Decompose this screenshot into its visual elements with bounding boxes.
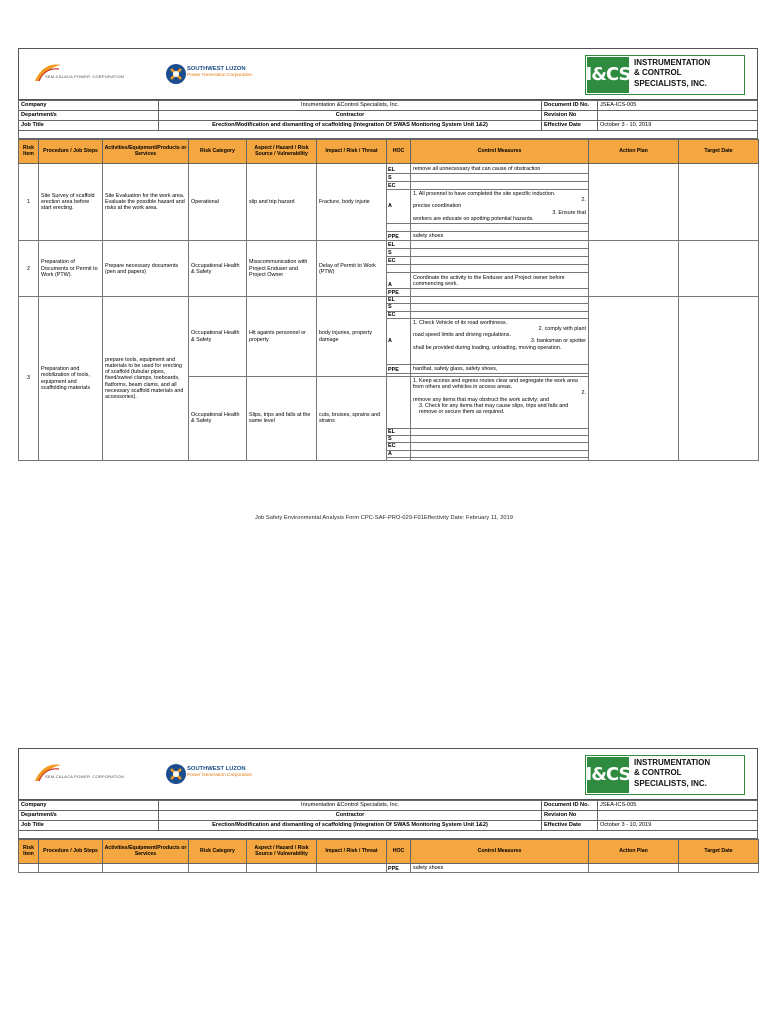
info-row-department bbox=[19, 811, 758, 821]
swl-sub: Power Generation Corporation bbox=[187, 73, 253, 78]
sem-calaca-name: SEM-CALACA POWER bbox=[45, 774, 91, 779]
control-ppe bbox=[411, 289, 589, 297]
control-a-spacer bbox=[411, 265, 589, 273]
header-aspect: Aspect / Hazard / Risk Source / Vulnerability bbox=[247, 140, 317, 164]
info-row-jobtitle bbox=[19, 121, 758, 131]
control-ec bbox=[411, 443, 589, 450]
hoc-a: A bbox=[387, 190, 411, 224]
company-label: Company bbox=[19, 801, 159, 811]
control-a-line1: 1. All prsonnel to have completed the site specific induction. bbox=[413, 191, 556, 197]
risk-item-number: 2 bbox=[19, 241, 39, 297]
department-label: Department/s bbox=[19, 111, 159, 121]
docid-value: JSEA-ICS-005 bbox=[598, 801, 758, 811]
department-value: Contractor bbox=[159, 811, 542, 821]
revision-label: Revision No bbox=[542, 111, 598, 121]
swl-sub: Power Generation Corporation bbox=[187, 773, 253, 778]
control-a bbox=[411, 318, 589, 364]
info-table bbox=[18, 800, 758, 831]
aspect-cell bbox=[247, 864, 317, 873]
risk-category-cell: Occupational Health & Safety bbox=[189, 241, 247, 297]
info-row-company bbox=[19, 801, 758, 811]
risk-category-cell: Operational bbox=[189, 164, 247, 241]
risk-category-cell bbox=[189, 864, 247, 873]
southwest-luzon-logo bbox=[165, 763, 265, 785]
control-a-line4: 3. Check for any items that may cause slips, trips and falls and remove or secure them as required. bbox=[419, 402, 569, 416]
header-action-plan: Action Plan bbox=[589, 840, 679, 864]
impact-cell: Fracture, body injurie bbox=[317, 164, 387, 241]
company-value: Inrumentation &Control Specialists, Inc. bbox=[159, 101, 542, 111]
risk-table bbox=[18, 839, 759, 873]
control-a-line3: remove any items that may obstruct the work activty; and bbox=[413, 396, 550, 403]
hoc-a: A bbox=[387, 318, 411, 364]
department-label: Department/s bbox=[19, 811, 159, 821]
control-s bbox=[411, 249, 589, 257]
hoc-el: EL bbox=[387, 241, 411, 249]
risk-category-cell: Occupational Health & Safety bbox=[189, 297, 247, 377]
header-risk-item: Risk Item bbox=[19, 140, 39, 164]
hoc-end bbox=[387, 457, 411, 460]
control-ppe: safety shoes bbox=[411, 864, 589, 873]
control-a-line2: precise coordination bbox=[413, 203, 462, 210]
header-hoc: HOC bbox=[387, 140, 411, 164]
control-ec bbox=[411, 311, 589, 318]
header-procedure: Procedure / Job Steps bbox=[39, 840, 103, 864]
header-activities: Activities/Equipment/Products or Services bbox=[103, 140, 189, 164]
hoc-s: S bbox=[387, 436, 411, 443]
hoc-blank bbox=[387, 377, 411, 429]
hoc-el: EL bbox=[387, 164, 411, 174]
activity-cell: Prepare necessary documents (pen and papers) bbox=[103, 241, 189, 297]
hoc-ppe: PPE bbox=[387, 289, 411, 297]
info-row-jobtitle bbox=[19, 821, 758, 831]
header-risk-category: Risk Category bbox=[189, 140, 247, 164]
aspect-cell: slip and trip hazard bbox=[247, 164, 317, 241]
risk-item-number bbox=[19, 864, 39, 873]
table-row bbox=[19, 297, 759, 304]
procedure-cell: Preparation of Documents or Permit to Work (PTW). bbox=[39, 241, 103, 297]
control-s bbox=[411, 436, 589, 443]
risk-table bbox=[18, 139, 759, 461]
hoc-s: S bbox=[387, 304, 411, 311]
header-impact: Impact / Risk / Threat bbox=[317, 840, 387, 864]
control-a-line3: road speed limits and driving regulations. bbox=[413, 332, 511, 339]
control-a-line3: 3. Ensure that bbox=[552, 209, 586, 216]
header-risk-category: Risk Category bbox=[189, 840, 247, 864]
procedure-cell: Site Survey of scaffold erection area before start erecting. bbox=[39, 164, 103, 241]
control-ppe: hardhat, safety glass, safety shoes, bbox=[411, 364, 589, 373]
effective-label: Effective Date bbox=[542, 121, 598, 131]
sem-calaca-name: SEM-CALACA POWER bbox=[45, 74, 91, 79]
control-a-line2: 2. comply with plant bbox=[538, 326, 586, 333]
control-a-spacer bbox=[411, 224, 589, 232]
hoc-a: A bbox=[387, 273, 411, 289]
action-plan-cell bbox=[589, 864, 679, 873]
revision-label: Revision No bbox=[542, 811, 598, 821]
control-el bbox=[411, 429, 589, 436]
action-plan-cell bbox=[589, 297, 679, 461]
table-row bbox=[19, 241, 759, 249]
activity-cell bbox=[103, 864, 189, 873]
sem-calaca-logo bbox=[31, 61, 171, 87]
procedure-cell bbox=[39, 864, 103, 873]
aspect-cell: Hit againts personnel or property bbox=[247, 297, 317, 377]
hoc-ec: EC bbox=[387, 311, 411, 318]
control-ppe: safety shoes bbox=[411, 232, 589, 241]
table-row bbox=[19, 164, 759, 174]
hoc-a: A bbox=[387, 450, 411, 457]
table-row bbox=[19, 864, 759, 873]
swl-badge-icon bbox=[165, 63, 187, 85]
hoc-s: S bbox=[387, 174, 411, 182]
control-a-line2: 2. bbox=[581, 390, 586, 397]
header-control-measures: Control Measures bbox=[411, 840, 589, 864]
control-a bbox=[411, 190, 589, 224]
header-impact: Impact / Risk / Threat bbox=[317, 140, 387, 164]
docid-value: JSEA-ICS-005 bbox=[598, 101, 758, 111]
hoc-ec: EC bbox=[387, 257, 411, 265]
jobtitle-value: Erection/Modification and dismantling of scaffolding (Integration Of SWAS Monitoring System Unit 1&2) bbox=[159, 821, 542, 831]
header-activities: Activities/Equipment/Products or Services bbox=[103, 840, 189, 864]
logo-band bbox=[18, 48, 758, 100]
revision-value bbox=[598, 811, 758, 821]
control-ec bbox=[411, 257, 589, 265]
jobtitle-label: Job Title bbox=[19, 121, 159, 131]
aspect-cell: Misscommunication with Project Enduser and Project Owner bbox=[247, 241, 317, 297]
control-a-line4: workers are educate on spotting potential hazards. bbox=[413, 215, 534, 222]
info-table bbox=[18, 100, 758, 131]
swl-badge-icon bbox=[165, 763, 187, 785]
form-footer-note: Job Safety Environmental Analysis Form CPC-SAF-PRO-029-F01Effectivity Date: February 11, 2019 bbox=[254, 515, 514, 521]
hoc-ec: EC bbox=[387, 443, 411, 450]
docid-label: Document ID No. bbox=[542, 101, 598, 111]
hoc-el: EL bbox=[387, 429, 411, 436]
control-a-bottom bbox=[411, 450, 589, 457]
effective-value: October 3 - 10, 2019 bbox=[598, 821, 758, 831]
impact-cell: body injuries, property damage bbox=[317, 297, 387, 377]
hoc-ppe: PPE bbox=[387, 232, 411, 241]
company-value: Inrumentation &Control Specialists, Inc. bbox=[159, 801, 542, 811]
hoc-el: EL bbox=[387, 297, 411, 304]
control-s bbox=[411, 304, 589, 311]
header-control-measures: Control Measures bbox=[411, 140, 589, 164]
info-row-company bbox=[19, 101, 758, 111]
sem-calaca-sub: CORPORATION bbox=[92, 774, 125, 779]
activity-cell: prepare tools, equipment and materials to be used for erecting of scaffold (tubular pipes, fixed/swivel clamps, toeboards, flatforms, beam clams, and all necessary scaffold materials and accessories). bbox=[103, 297, 189, 461]
header-aspect: Aspect / Hazard / Risk Source / Vulnerability bbox=[247, 840, 317, 864]
table-header-row bbox=[19, 840, 759, 864]
company-label: Company bbox=[19, 101, 159, 111]
risk-item-number: 3 bbox=[19, 297, 39, 461]
impact-cell: cuts, bruises, sprains and strains bbox=[317, 377, 387, 461]
effective-label: Effective Date bbox=[542, 821, 598, 831]
hoc-s: S bbox=[387, 249, 411, 257]
target-date-cell bbox=[679, 241, 759, 297]
procedure-cell: Preparation and mobilization of tools, equipment and scaffolding materials bbox=[39, 297, 103, 461]
action-plan-cell bbox=[589, 164, 679, 241]
activity-cell: Site Evaluation for the work area. Evaluate the possible hazard and risks at the work area. bbox=[103, 164, 189, 241]
spacer-row bbox=[18, 831, 758, 839]
ics-company-name: INSTRUMENTATION & CONTROL SPECIALISTS, INC. bbox=[634, 58, 711, 88]
spacer-row bbox=[18, 131, 758, 139]
control-el bbox=[411, 297, 589, 304]
sem-calaca-logo bbox=[31, 761, 171, 787]
hoc-ppe: PPE bbox=[387, 364, 411, 373]
docid-label: Document ID No. bbox=[542, 801, 598, 811]
department-value: Contractor bbox=[159, 111, 542, 121]
form-page-1 bbox=[18, 48, 758, 461]
control-a: Coordinate the activity to the Enduser and Project owner before commencing work. bbox=[411, 273, 589, 289]
header-action-plan: Action Plan bbox=[589, 140, 679, 164]
swl-name: SOUTHWEST LUZON bbox=[187, 766, 246, 772]
header-procedure: Procedure / Job Steps bbox=[39, 140, 103, 164]
control-el: remove all unnecessary that can cause of obstraction bbox=[411, 164, 589, 174]
ics-mark: I&CS bbox=[587, 57, 629, 93]
jobtitle-value: Erection/Modification and dismantling of scaffolding (Integration Of SWAS Monitoring System Unit 1&2) bbox=[159, 121, 542, 131]
control-el bbox=[411, 241, 589, 249]
control-end bbox=[411, 457, 589, 460]
sem-calaca-sub: CORPORATION bbox=[92, 74, 125, 79]
ics-company-name: INSTRUMENTATION & CONTROL SPECIALISTS, INC. bbox=[634, 758, 711, 788]
form-page-2 bbox=[18, 748, 758, 873]
header-target-date: Target Date bbox=[679, 840, 759, 864]
southwest-luzon-logo bbox=[165, 63, 265, 85]
control-ec bbox=[411, 182, 589, 190]
action-plan-cell bbox=[589, 241, 679, 297]
control-a-line4: 3. banksman or spotter bbox=[530, 338, 586, 345]
logo-band bbox=[18, 748, 758, 800]
control-a-line5: shall be provided during loading, unloading, moving operation. bbox=[413, 344, 562, 351]
hoc-a-spacer bbox=[387, 224, 411, 232]
hoc-a-spacer bbox=[387, 265, 411, 273]
risk-category-cell: Occupational Health & Safety bbox=[189, 377, 247, 461]
control-s bbox=[411, 174, 589, 182]
ics-logo bbox=[585, 755, 745, 795]
control-a-line1: 1. Check Vehicle of its road worthiness. bbox=[413, 319, 508, 326]
impact-cell: Delay of Permit to Work (PTW) bbox=[317, 241, 387, 297]
impact-cell bbox=[317, 864, 387, 873]
header-hoc: HOC bbox=[387, 840, 411, 864]
header-risk-item: Risk Item bbox=[19, 840, 39, 864]
jobtitle-label: Job Title bbox=[19, 821, 159, 831]
table-header-row bbox=[19, 140, 759, 164]
target-date-cell bbox=[679, 297, 759, 461]
effective-value: October 3 - 10, 2019 bbox=[598, 121, 758, 131]
swl-name: SOUTHWEST LUZON bbox=[187, 66, 246, 72]
target-date-cell bbox=[679, 864, 759, 873]
risk-item-number: 1 bbox=[19, 164, 39, 241]
control-a-line1b: 2. bbox=[581, 197, 586, 204]
info-row-department bbox=[19, 111, 758, 121]
control-a bbox=[411, 377, 589, 429]
header-target-date: Target Date bbox=[679, 140, 759, 164]
target-date-cell bbox=[679, 164, 759, 241]
hoc-ec: EC bbox=[387, 182, 411, 190]
ics-logo bbox=[585, 55, 745, 95]
ics-mark: I&CS bbox=[587, 757, 629, 793]
aspect-cell: Slips, trips and falls at the same level bbox=[247, 377, 317, 461]
revision-value bbox=[598, 111, 758, 121]
hoc-ppe: PPE bbox=[387, 864, 411, 873]
control-a-line1: 1. Keep access and egress routes clear and segregate the work area from others and vehicles in access areas. bbox=[413, 378, 578, 391]
